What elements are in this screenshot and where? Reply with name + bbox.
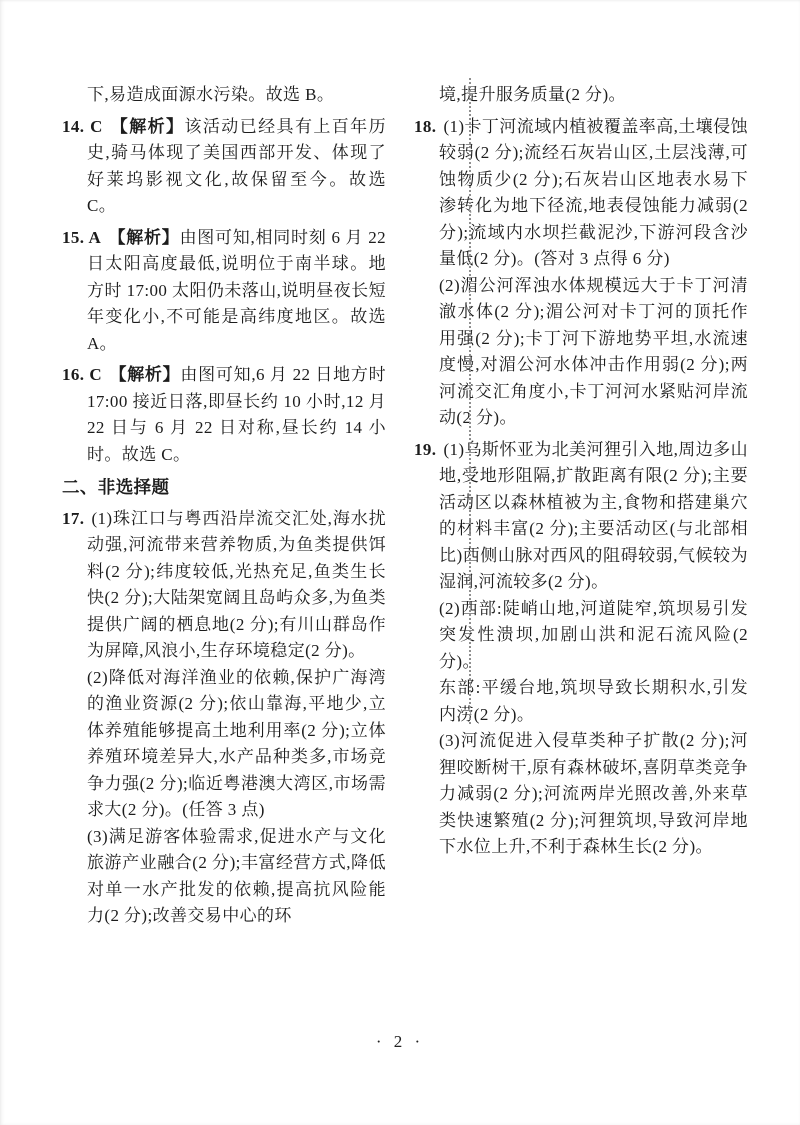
answer-text-14: 该活动已经具有上百年历史,骑马体现了美国西部开发、体现了好莱坞影视文化,故保留至今。故选 C。 [87,116,386,215]
question-number-15: 15. A [62,227,102,247]
answer-item-18 [414,114,748,432]
answer-item-14 [62,114,386,220]
answer-item-16 [62,362,386,468]
answer-paragraph [414,437,748,596]
answer-text-17-part1: (1)珠江口与粤西沿岸流交汇处,海水扰动强,河流带来营养物质,为鱼类提供饵料(2 分);纬度较低,光热充足,鱼类生长快(2 分);大陆架宽阔且岛屿众多,为鱼类提供广阔的栖息地(2 分);有川山群岛作为屏障,风浪小,生存环境稳定(2 分)。 [87,508,386,660]
answer-text-18-part2: (2)湄公河浑浊水体规模远大于卡丁河清澈水体(2 分);湄公河对卡丁河的顶托作用强(2 分);卡丁河下游地势平坦,水流速度慢,对湄公河水体冲击作用弱(2 分);两河流交汇角度小,卡丁河河水紧贴河岸流动(2 分)。 [439,275,748,427]
answer-paragraph [414,114,748,273]
analysis-tag: 【解析】 [109,116,185,136]
column-divider [469,78,471,724]
answer-text-17-part2: (2)降低对海洋渔业的依赖,保护广海湾的渔业资源(2 分);依山靠海,平地少,立体养殖能够提高土地利用率(2 分);立体养殖环境差异大,水产品种类多,市场竞争力强(2 分);临近粤港澳大湾区,市场需求大(2 分)。(任答 3 点) [87,667,386,819]
section-heading: 二、非选择题 [62,477,170,497]
answer-item-17 [62,506,386,930]
answer-paragraph [439,273,748,432]
question-number-14: 14. C [62,116,103,136]
answer-text-19-part1: (1)乌斯怀亚为北美河狸引入地,周边多山地,受地形阻隔,扩散距离有限(2 分);主要活动区以森林植被为主,食物和搭建巢穴的材料丰富(2 分);主要活动区(与北部相比)西侧山脉对西风的阻碍较弱,气候较为湿润,河流较多(2 分)。 [439,439,748,591]
answer-paragraph [62,506,386,665]
answer-text-19-part3: (3)河流促进入侵草类种子扩散(2 分);河狸咬断树干,原有森林破坏,喜阴草类竞争力减弱(2 分);河流两岸光照改善,外来草类快速繁殖(2 分);河狸筑坝,导致河岸地下水位上升,不利于森林生长(2 分)。 [439,731,748,856]
q17-answer-continuation: 境,提升服务质量(2 分)。 [439,85,626,104]
answer-paragraph [87,824,386,930]
question-number-16: 16. C [62,365,103,384]
answer-text-19-part2-west: (2)西部:陡峭山地,河道陡窄,筑坝易引发突发性溃坝,加剧山洪和泥石流风险(2 分)。 [439,598,748,671]
right-column [414,82,748,930]
answer-paragraph [439,675,748,728]
page-number: · 2 · [375,1032,425,1051]
answer-paragraph [62,362,386,468]
answer-paragraph [87,665,386,824]
answer-text-17-part3: (3)满足游客体验需求,促进水产与文化旅游产业融合(2 分);丰富经营方式,降低对单一水产批发的依赖,提高抗风险能力(2 分);改善交易中心的环 [87,826,386,925]
left-column [62,82,386,930]
answer-item-19 [414,437,748,861]
column-gap [386,82,414,930]
q13-answer-continuation: 下,易造成面源水污染。故选 B。 [87,85,335,104]
question-number-19: 19. [414,439,437,459]
answer-text-15: 由图可知,相同时刻 6 月 22 日太阳高度最低,说明位于南半球。地方时 17:00 太阳仍未落山,说明昼夜长短年变化小,不可能是高纬度地区。故选 A。 [87,227,387,353]
question-number-17: 17. [62,508,85,528]
analysis-tag: 【解析】 [109,365,181,384]
answer-paragraph [439,596,748,676]
answer-text-19-part2-east: 东部:平缓台地,筑坝导致长期积水,引发内涝(2 分)。 [439,678,748,724]
answer-item-15 [62,225,386,358]
answer-paragraph [439,728,748,861]
answer-paragraph [62,225,387,358]
answer-text-18-part1: (1)卡丁河流域内植被覆盖率高,土壤侵蚀较弱(2 分);流经石灰岩山区,土层浅薄,可蚀物质少(2 分);石灰岩山区地表水易下渗转化为地下径流,地表侵蚀能力减弱(2 分);流域内水坝拦截泥沙,下游河段含沙量低(2 分)。(答对 3 点得 6 分) [439,116,748,268]
answer-text-16: 由图可知,6 月 22 日地方时 17:00 接近日落,即昼长约 10 小时,12 月 22 日与 6 月 22 日对称,昼长约 14 小时。故选 C。 [87,365,386,464]
page-content [62,82,748,930]
analysis-tag: 【解析】 [108,227,180,247]
question-number-18: 18. [414,116,437,136]
answer-paragraph [62,114,386,220]
